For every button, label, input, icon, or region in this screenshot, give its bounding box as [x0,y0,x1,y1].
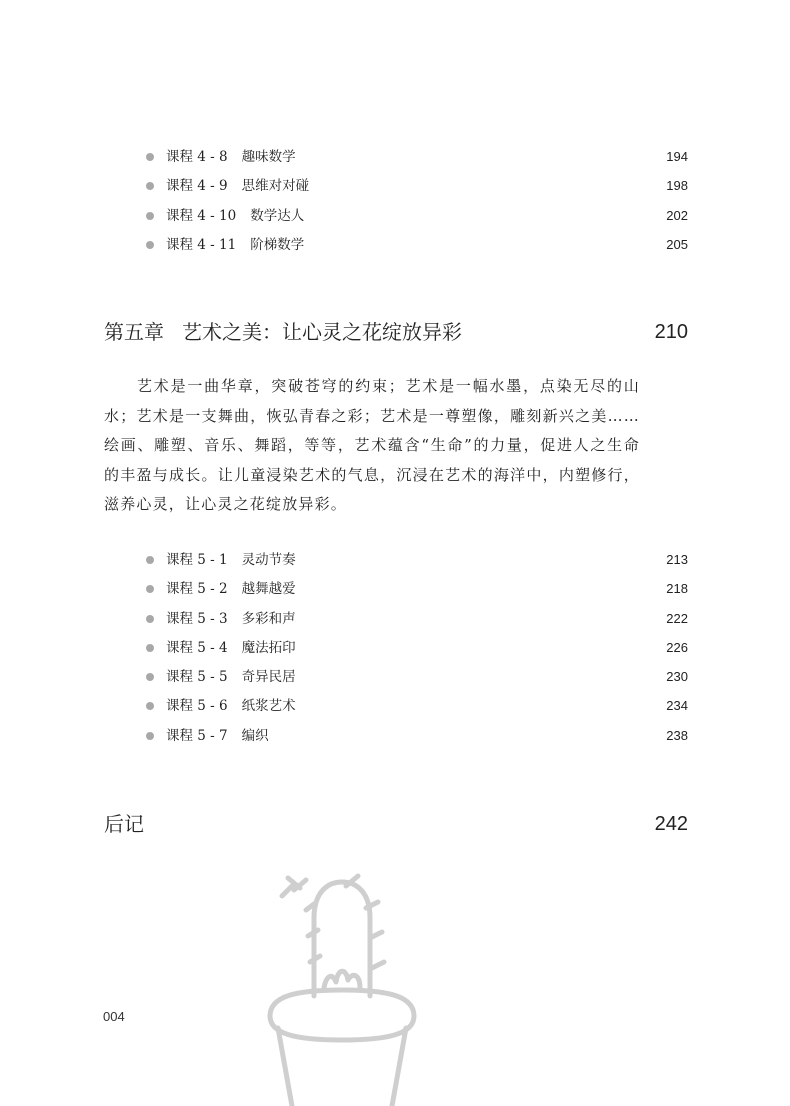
bullet-icon [146,556,154,564]
page-number: 198 [666,178,688,194]
page-number: 222 [666,610,688,626]
lesson-code: 课程 5 - 4 [166,639,228,656]
lesson-code: 课程 4 - 11 [166,236,237,253]
page-number: 230 [666,669,688,685]
lesson-title: 灵动节奏 [241,552,296,568]
lesson-title: 越舞越爱 [241,581,296,598]
bullet-icon [146,153,154,161]
lesson-code: 课程 5 - 5 [166,669,228,686]
page-number: 238 [666,727,688,743]
bullet-icon [146,673,154,681]
page-number: 202 [666,207,688,223]
bullet-icon [146,732,154,740]
afterword-title: 后记 [104,812,144,836]
lesson-title: 数学达人 [250,207,305,224]
lesson-code: 课程 5 - 3 [166,610,228,627]
toc-item[interactable] [146,666,688,695]
lesson-title: 编织 [241,727,269,744]
lesson-title: 纸浆艺术 [241,698,296,715]
cactus-icon [262,868,432,1106]
page-number: 226 [666,639,688,655]
lesson-code: 课程 4 - 10 [166,207,237,224]
toc-item[interactable] [146,146,688,175]
afterword-page-number: 242 [654,813,688,835]
folio: 004 [103,1009,125,1024]
page-number: 205 [666,236,688,252]
bullet-icon [146,585,154,593]
bullet-icon [146,644,154,652]
lesson-code: 课程 5 - 7 [166,727,228,744]
bullet-icon [146,182,154,190]
chapter-heading[interactable] [104,316,688,348]
page-number: 218 [666,581,688,597]
toc-list-chapter-5 [146,549,688,754]
toc-item[interactable] [146,725,688,754]
bullet-icon [146,241,154,249]
page-number: 213 [666,552,688,567]
toc-list-chapter-4 [146,146,688,263]
bullet-icon [146,615,154,623]
lesson-title: 多彩和声 [241,610,296,627]
toc-item[interactable] [146,549,688,578]
bullet-icon [146,702,154,710]
lesson-code: 课程 5 - 6 [166,698,228,715]
toc-item[interactable] [146,695,688,724]
lesson-title: 趣味数学 [241,149,296,165]
afterword-heading[interactable] [104,808,688,840]
chapter-title: 艺术之美：让心灵之花绽放异彩 [182,320,462,344]
toc-item[interactable] [146,608,688,637]
toc-item[interactable] [146,578,688,607]
page-number: 234 [666,698,688,714]
toc-item[interactable] [146,205,688,234]
bullet-icon [146,212,154,220]
lesson-title: 思维对对碰 [241,178,310,195]
lesson-code: 课程 5 - 2 [166,581,228,598]
chapter-page-number: 210 [654,321,688,343]
toc-item[interactable] [146,175,688,204]
lesson-code: 课程 4 - 9 [166,178,228,195]
chapter-number: 第五章 [104,320,164,344]
lesson-code: 课程 4 - 8 [166,149,228,165]
toc-item[interactable] [146,637,688,666]
chapter-intro: 艺术是一曲华章，突破苍穹的约束；艺术是一幅水墨，点染无尽的山水；艺术是一支舞曲，恢弘青春之彩；艺术是一尊塑像，雕刻新兴之美……绘画、雕塑、音乐、舞蹈，等等，艺术蕴含“生命”的力量，促进人之生命的丰盈与成长。让儿童浸染艺术的气息，沉浸在艺术的海洋中，内塑修行，滋养心灵，让心灵之花绽放异彩。 [104,377,640,513]
lesson-title: 魔法拓印 [241,639,296,656]
toc-item[interactable] [146,234,688,263]
lesson-code: 课程 5 - 1 [166,552,228,568]
page-number: 194 [666,149,688,164]
lesson-title: 阶梯数学 [250,236,305,253]
lesson-title: 奇异民居 [241,669,296,686]
